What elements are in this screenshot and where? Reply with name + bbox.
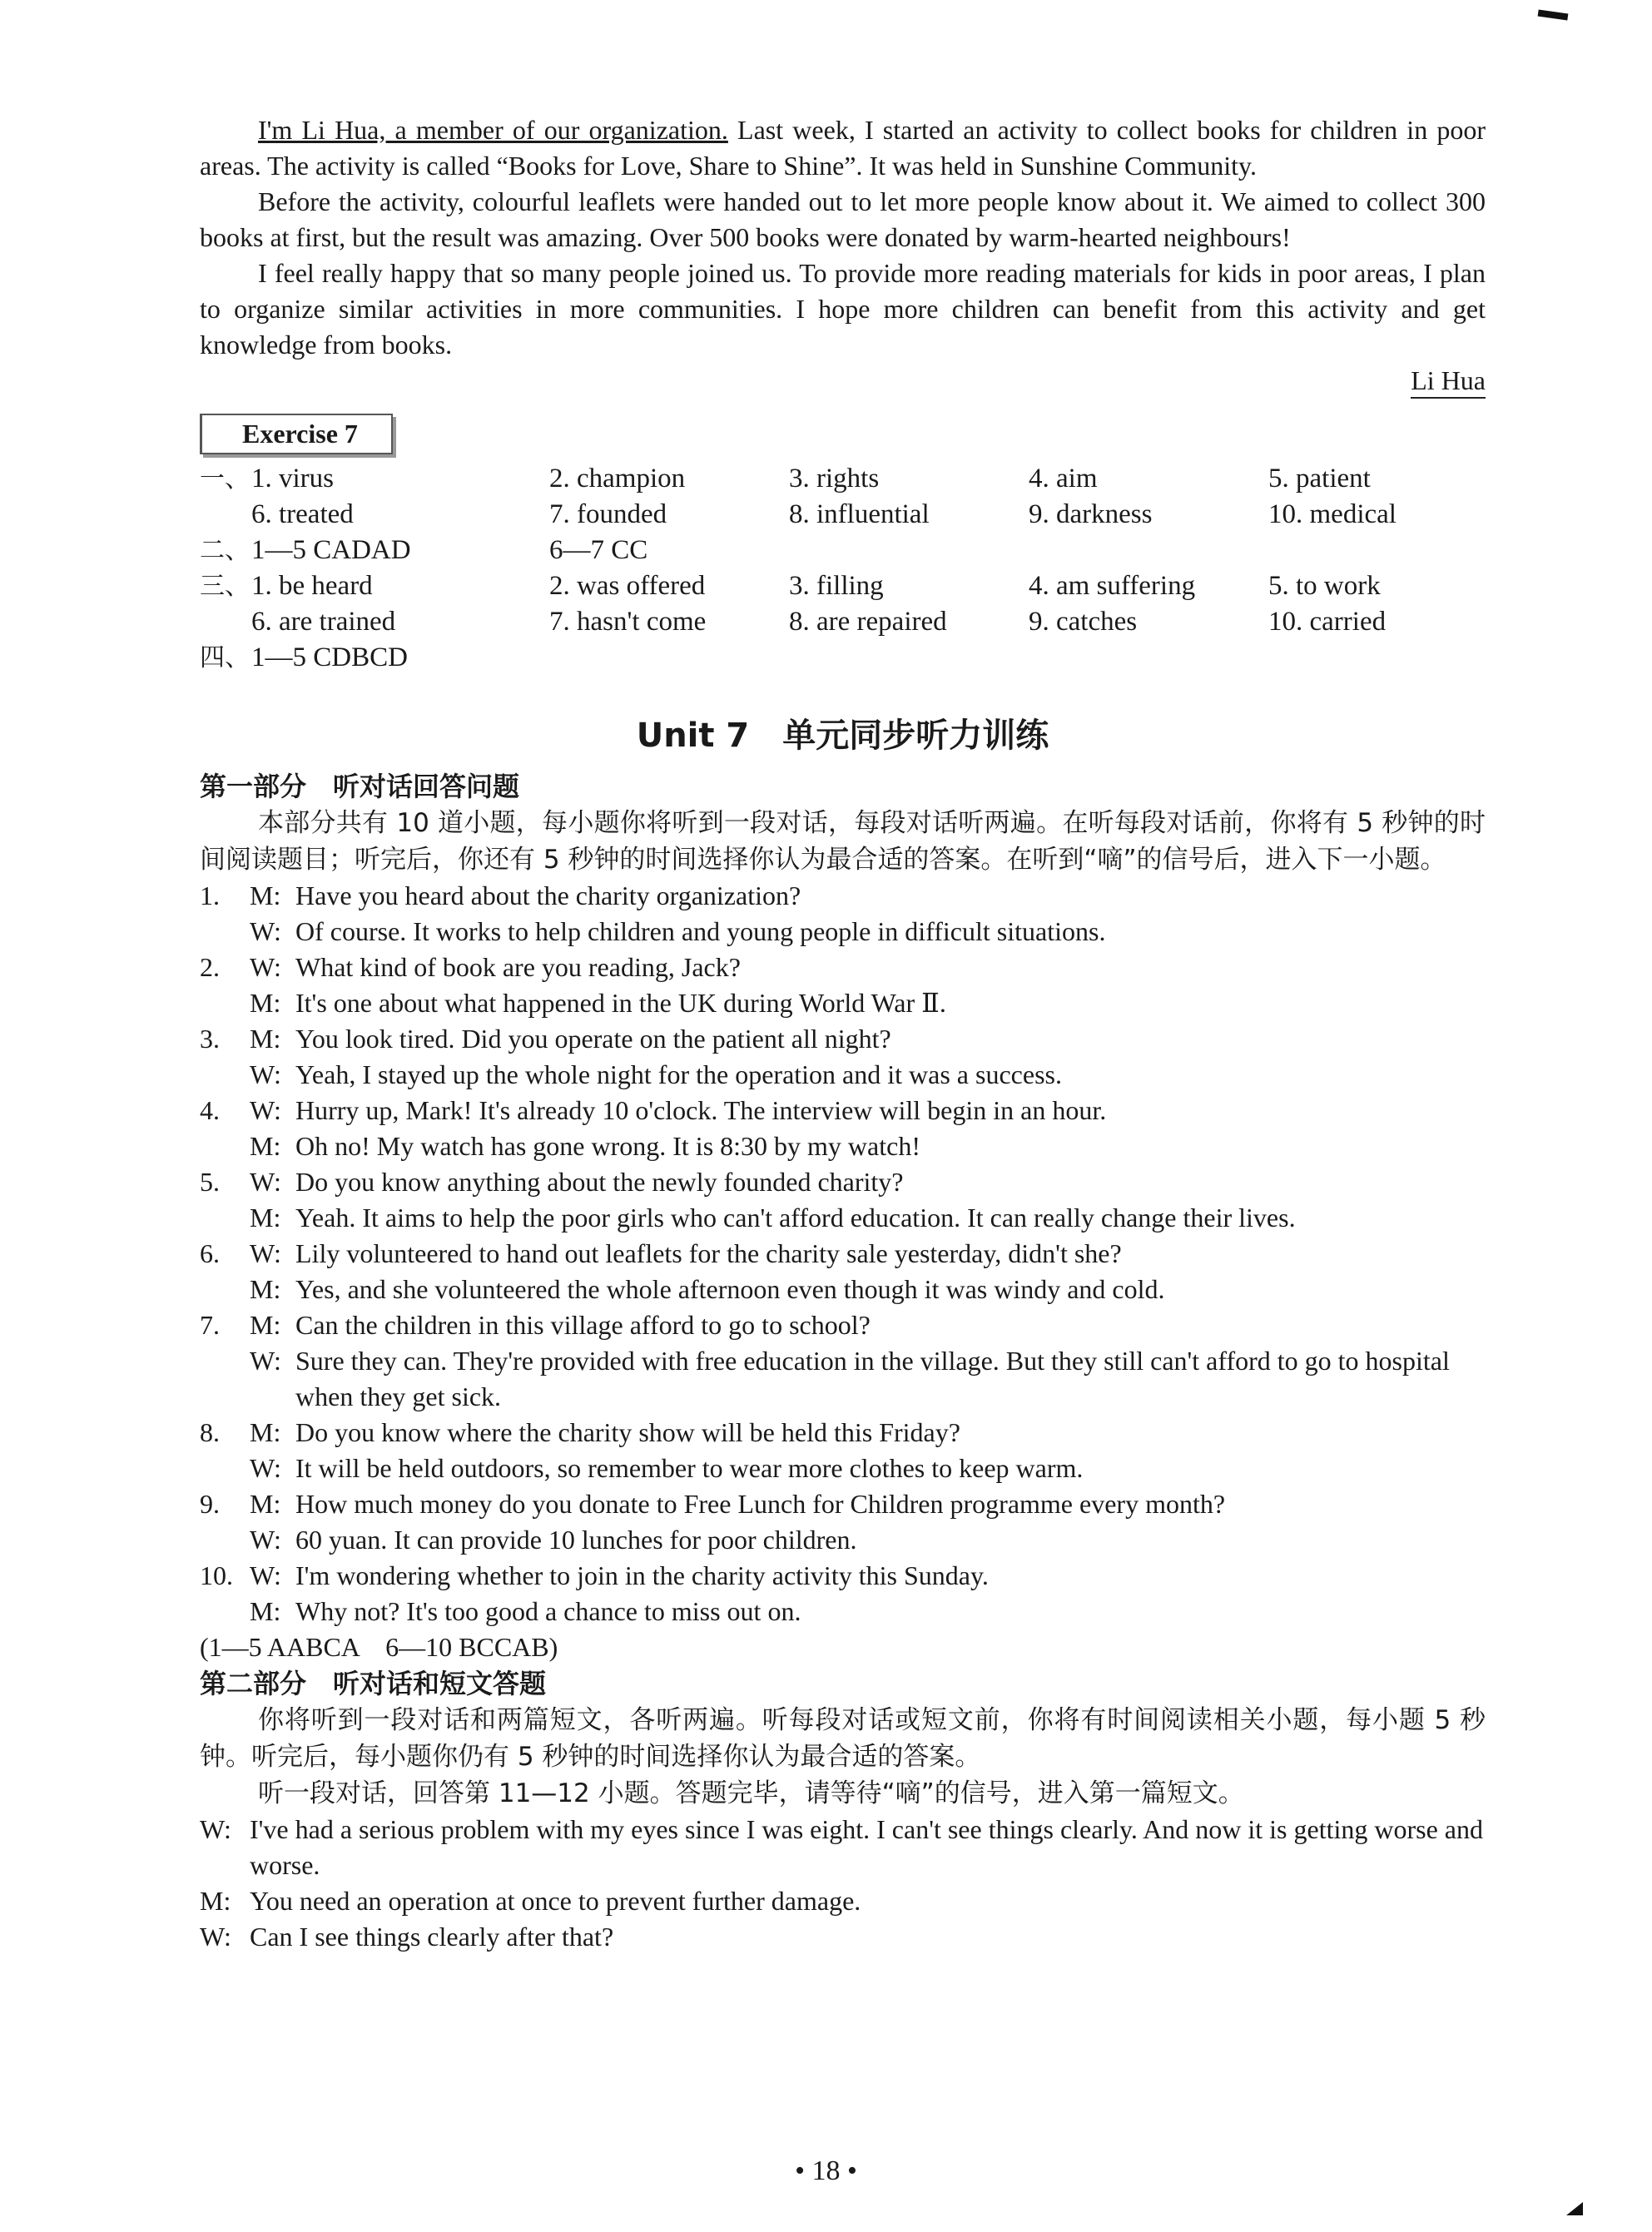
speaker-label: W: <box>250 952 281 982</box>
dialogue-number: 3. <box>200 1024 220 1054</box>
speaker-label: W: <box>250 1560 281 1590</box>
answer-cell: 4. aim <box>1029 464 1098 494</box>
speaker-label: W: <box>250 1525 281 1555</box>
speaker-label: W: <box>250 1238 281 1268</box>
dialogue-number <box>200 1128 250 1164</box>
answer-cell: 5. to work <box>1268 571 1381 601</box>
answer-cell <box>1029 640 1268 676</box>
dialogue-number <box>200 1451 250 1486</box>
dialogue-line <box>200 1343 1486 1415</box>
answer-cell: 8. influential <box>789 499 930 529</box>
dialogue-list <box>200 878 1486 1629</box>
dialogue-number <box>200 1343 250 1415</box>
answer-cell <box>789 533 1029 568</box>
answer-row <box>200 640 1486 676</box>
speaker-label: W: <box>250 1095 281 1125</box>
dialogue-text: I'm wondering whether to join in the charity activity this Sunday. <box>295 1560 989 1590</box>
letter-paragraph-3: I feel really happy that so many people joined us. To provide more reading materials for kids in poor areas, I plan to organize similar activities in more communities. I hope more children can benefit from this activity and get knowledge from books. <box>200 258 1486 360</box>
speaker-label: M: <box>250 1489 281 1519</box>
dialogue-line <box>200 914 1486 950</box>
part1-intro: 本部分共有 10 道小题，每小题你将听到一段对话，每段对话听两遍。在听每段对话前，你将有 5 秒钟的时间阅读题目；听完后，你还有 5 秒钟的时间选择你认为最合适的答案。在听到“嘀”的信号后，进入下一小题。 <box>200 808 1486 875</box>
speaker-label: W: <box>200 1814 231 1844</box>
speaker-label: M: <box>250 988 281 1018</box>
dialogue-line <box>200 1164 1486 1200</box>
dialogue-text: You need an operation at once to prevent further damage. <box>250 1886 861 1916</box>
dialogue-line <box>200 950 1486 985</box>
dialogue-text: Why not? It's too good a chance to miss out on. <box>295 1596 801 1626</box>
dialogue-text: What kind of book are you reading, Jack? <box>295 952 741 982</box>
answer-cell: 8. are repaired <box>789 607 947 637</box>
answer-section-mark: 一、 <box>200 464 250 494</box>
dialogue-number <box>200 1522 250 1558</box>
dialogue-text: I've had a serious problem with my eyes since I was eight. I can't see things clearly. And now it is getting worse and worse. <box>250 1814 1483 1880</box>
dialogue-text: How much money do you donate to Free Lunch for Children programme every month? <box>295 1489 1226 1519</box>
answer-cell: 1—5 CDBCD <box>251 642 408 672</box>
speaker-label: W: <box>250 1167 281 1197</box>
dialogue-text: Sure they can. They're provided with free education in the village. But they still can't afford to go to hospital when they get sick. <box>295 1346 1450 1411</box>
answer-cell: 9. darkness <box>1029 499 1153 529</box>
dialogue-line <box>200 1200 1486 1236</box>
speaker-label: W: <box>250 1059 281 1089</box>
dialogue-number: 1. <box>200 880 220 910</box>
dialogue-line <box>200 1307 1486 1343</box>
speaker-label: M: <box>250 1310 281 1340</box>
dialogue-text: Oh no! My watch has gone wrong. It is 8:30 by my watch! <box>295 1131 920 1161</box>
speaker-label: M: <box>250 1024 281 1054</box>
dialogue-text: It will be held outdoors, so remember to wear more clothes to keep warm. <box>295 1453 1084 1483</box>
dialogue-line <box>200 1522 1486 1558</box>
dialogue-line <box>200 1128 1486 1164</box>
letter-signature: Li Hua <box>200 363 1486 399</box>
answer-cell: 10. medical <box>1268 499 1397 529</box>
answer-cell: 7. hasn't come <box>549 607 707 637</box>
dialogue-text: It's one about what happened in the UK during World War Ⅱ. <box>295 988 946 1018</box>
dialogue-number <box>200 914 250 950</box>
dialogue-line <box>200 1451 1486 1486</box>
dialogue-line <box>200 1021 1486 1057</box>
dialogue-number: 4. <box>200 1095 220 1125</box>
dialogue-number: 8. <box>200 1417 220 1447</box>
answer-cell: 10. carried <box>1268 607 1387 637</box>
part1-answers: (1—5 AABCA 6—10 BCCAB) <box>200 1632 558 1662</box>
dialogue-text: Can I see things clearly after that? <box>250 1922 614 1952</box>
answer-cell: 9. catches <box>1029 607 1138 637</box>
corner-mark-bottom <box>1566 2202 1583 2215</box>
answer-cell: 6. are trained <box>251 607 396 637</box>
answer-cell: 5. patient <box>1268 464 1371 494</box>
answer-section-mark: 二、 <box>200 536 250 565</box>
answer-cell <box>1268 640 1501 676</box>
speaker-label: W: <box>200 1922 231 1952</box>
dialogue-text: Of course. It works to help children and young people in difficult situations. <box>295 916 1106 946</box>
dialogue-line <box>200 1919 1486 1955</box>
dialogue-text: Lily volunteered to hand out leaflets for the charity sale yesterday, didn't she? <box>295 1238 1122 1268</box>
speaker-label: M: <box>200 1886 231 1916</box>
dialogue-line <box>200 1057 1486 1093</box>
part2-heading: 第二部分 听对话和短文答题 <box>200 1668 547 1699</box>
answer-cell: 1. be heard <box>251 571 373 601</box>
speaker-label: M: <box>250 1417 281 1447</box>
answer-section-mark <box>200 497 251 533</box>
dialogue-line <box>200 878 1486 914</box>
content <box>200 112 1486 1955</box>
dialogue-line <box>200 1812 1486 1883</box>
answer-row <box>200 533 1486 568</box>
dialogue-number <box>200 985 250 1021</box>
dialogue2 <box>200 1812 1486 1955</box>
answer-cell <box>1268 533 1501 568</box>
part1-heading: 第一部分 听对话回答问题 <box>200 771 520 802</box>
page-number: • 18 • <box>795 2155 857 2186</box>
dialogue-text: Do you know where the charity show will be held this Friday? <box>295 1417 960 1447</box>
answer-row <box>200 497 1486 533</box>
exercise-answers <box>200 461 1486 676</box>
speaker-label: M: <box>250 1274 281 1304</box>
part2-note: 听一段对话，回答第 11—12 小题。答题完毕，请等待“嘀”的信号，进入第一篇短文。 <box>258 1778 1244 1808</box>
dialogue-number: 6. <box>200 1238 220 1268</box>
answer-row <box>200 461 1486 497</box>
part2-intro: 你将听到一段对话和两篇短文，各听两遍。听每段对话或短文前，你将有时间阅读相关小题，每小题 5 秒钟。听完后，每小题你仍有 5 秒钟的时间选择你认为最合适的答案。 <box>200 1705 1486 1772</box>
answer-cell <box>789 640 1029 676</box>
dialogue-number <box>200 1200 250 1236</box>
letter-paragraph-1 <box>200 112 1486 184</box>
speaker-label: M: <box>250 880 281 910</box>
speaker-label: M: <box>250 1203 281 1233</box>
dialogue-text: Can the children in this village afford to go to school? <box>295 1310 871 1340</box>
letter-opening: I'm Li Hua, a member of our organization. <box>258 115 728 145</box>
answer-row <box>200 604 1486 640</box>
corner-mark <box>1538 10 1569 21</box>
dialogue-text: Yeah, I stayed up the whole night for the operation and it was a success. <box>295 1059 1062 1089</box>
dialogue-text: Do you know anything about the newly founded charity? <box>295 1167 904 1197</box>
dialogue-line <box>200 1486 1486 1522</box>
dialogue-number <box>200 1272 250 1307</box>
answer-section-mark: 四、 <box>200 643 250 672</box>
dialogue-text: You look tired. Did you operate on the patient all night? <box>295 1024 891 1054</box>
dialogue-line <box>200 1093 1486 1128</box>
dialogue-line <box>200 1272 1486 1307</box>
answer-section-mark <box>200 604 251 640</box>
dialogue-line <box>200 985 1486 1021</box>
answer-cell: 4. am suffering <box>1029 571 1196 601</box>
dialogue-number: 9. <box>200 1489 220 1519</box>
answer-cell: 3. filling <box>789 571 884 601</box>
dialogue-line <box>200 1558 1486 1594</box>
dialogue-number <box>200 1594 250 1629</box>
answer-cell: 3. rights <box>789 464 880 494</box>
dialogue-line <box>200 1883 1486 1919</box>
answer-cell: 2. champion <box>549 464 686 494</box>
dialogue-number: 5. <box>200 1167 220 1197</box>
speaker-label: M: <box>250 1596 281 1626</box>
dialogue-text: Have you heard about the charity organization? <box>295 880 801 910</box>
dialogue-line <box>200 1594 1486 1629</box>
dialogue-text: Hurry up, Mark! It's already 10 o'clock. The interview will begin in an hour. <box>295 1095 1107 1125</box>
letter-p1-rest: Last week, I started an activity to collect books for children in poor areas. The activity is called “Books for Love, Share to Shine”. It was held in Sunshine Community. <box>200 115 1486 181</box>
speaker-label: M: <box>250 1131 281 1161</box>
answer-cell: 6. treated <box>251 499 354 529</box>
dialogue-number <box>200 1057 250 1093</box>
dialogue-number: 10. <box>200 1560 233 1590</box>
letter-paragraph-2: Before the activity, colourful leaflets were handed out to let more people know about it. We aimed to collect 300 books at first, but the result was amazing. Over 500 books were donated by warm-hearted neighbours! <box>200 186 1486 252</box>
dialogue-number: 7. <box>200 1310 220 1340</box>
answer-cell: 7. founded <box>549 499 667 529</box>
answer-cell: 2. was offered <box>549 571 706 601</box>
speaker-label: W: <box>250 1453 281 1483</box>
answer-cell: 1. virus <box>251 464 334 494</box>
dialogue-number: 2. <box>200 952 220 982</box>
speaker-label: W: <box>250 1346 281 1376</box>
dialogue-line <box>200 1236 1486 1272</box>
dialogue-text: Yeah. It aims to help the poor girls who can't afford education. It can really change their lives. <box>295 1203 1296 1233</box>
exercise-title: Exercise 7 <box>200 414 393 454</box>
answer-row <box>200 568 1486 604</box>
unit-title: Unit 7 单元同步听力训练 <box>636 717 1049 755</box>
dialogue-text: Yes, and she volunteered the whole afternoon even though it was windy and cold. <box>295 1274 1165 1304</box>
speaker-label: W: <box>250 916 281 946</box>
dialogue-text: 60 yuan. It can provide 10 lunches for poor children. <box>295 1525 857 1555</box>
answer-section-mark: 三、 <box>200 572 250 601</box>
answer-cell: 1—5 CADAD <box>251 535 411 565</box>
answer-cell <box>549 640 789 676</box>
dialogue-line <box>200 1415 1486 1451</box>
answer-cell <box>1029 533 1268 568</box>
answer-cell: 6—7 CC <box>549 535 648 565</box>
